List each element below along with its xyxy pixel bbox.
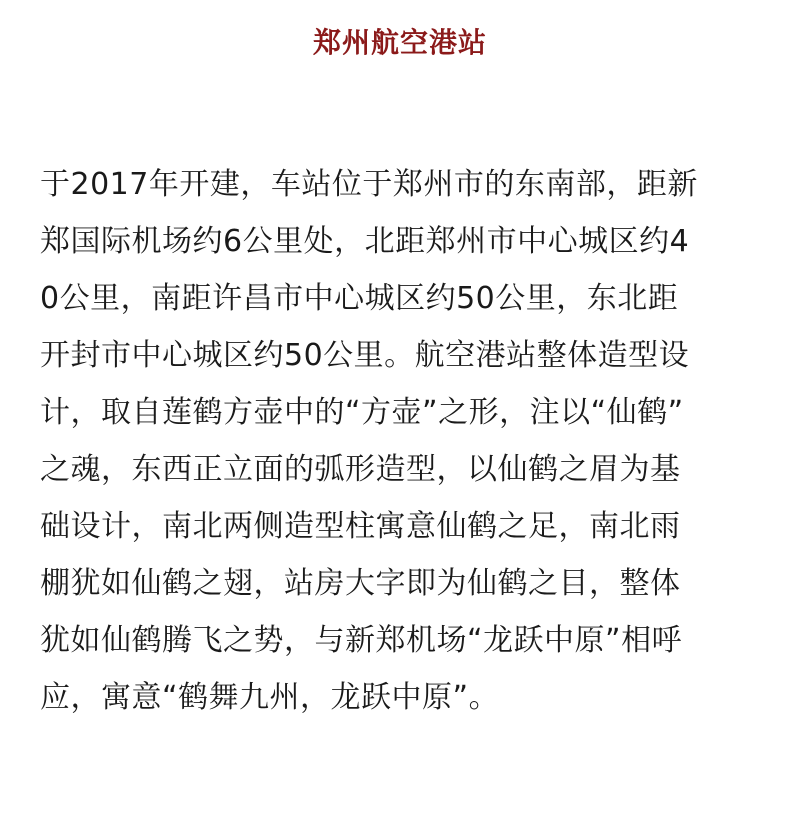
- paragraph-line: 计，取自莲鹤方壶中的“方壶”之形，注以“仙鹤”: [40, 395, 684, 430]
- paragraph-line: 0公里，南距许昌市中心城区约50公里，东北距: [40, 281, 679, 316]
- paragraph-line: 于2017年开建，车站位于郑州市的东南部，距新: [40, 167, 698, 202]
- paragraph-line: 郑国际机场约6公里处，北距郑州市中心城区约4: [40, 224, 690, 259]
- paragraph-line: 犹如仙鹤腾飞之势，与新郑机场“龙跃中原”相呼: [40, 623, 683, 658]
- page-title: 郑州航空港站: [312, 26, 487, 59]
- article-paragraph: [40, 156, 760, 726]
- paragraph-line: 棚犹如仙鹤之翅，站房大字即为仙鹤之目，整体: [40, 566, 681, 601]
- paragraph-line: 开封市中心城区约50公里。航空港站整体造型设: [40, 338, 690, 373]
- paragraph-line: 础设计，南北两侧造型柱寓意仙鹤之足，南北雨: [40, 509, 681, 544]
- paragraph-line: 应，寓意“鹤舞九州，龙跃中原”。: [40, 680, 500, 715]
- paragraph-line: 之魂，东西正立面的弧形造型，以仙鹤之眉为基: [40, 452, 681, 487]
